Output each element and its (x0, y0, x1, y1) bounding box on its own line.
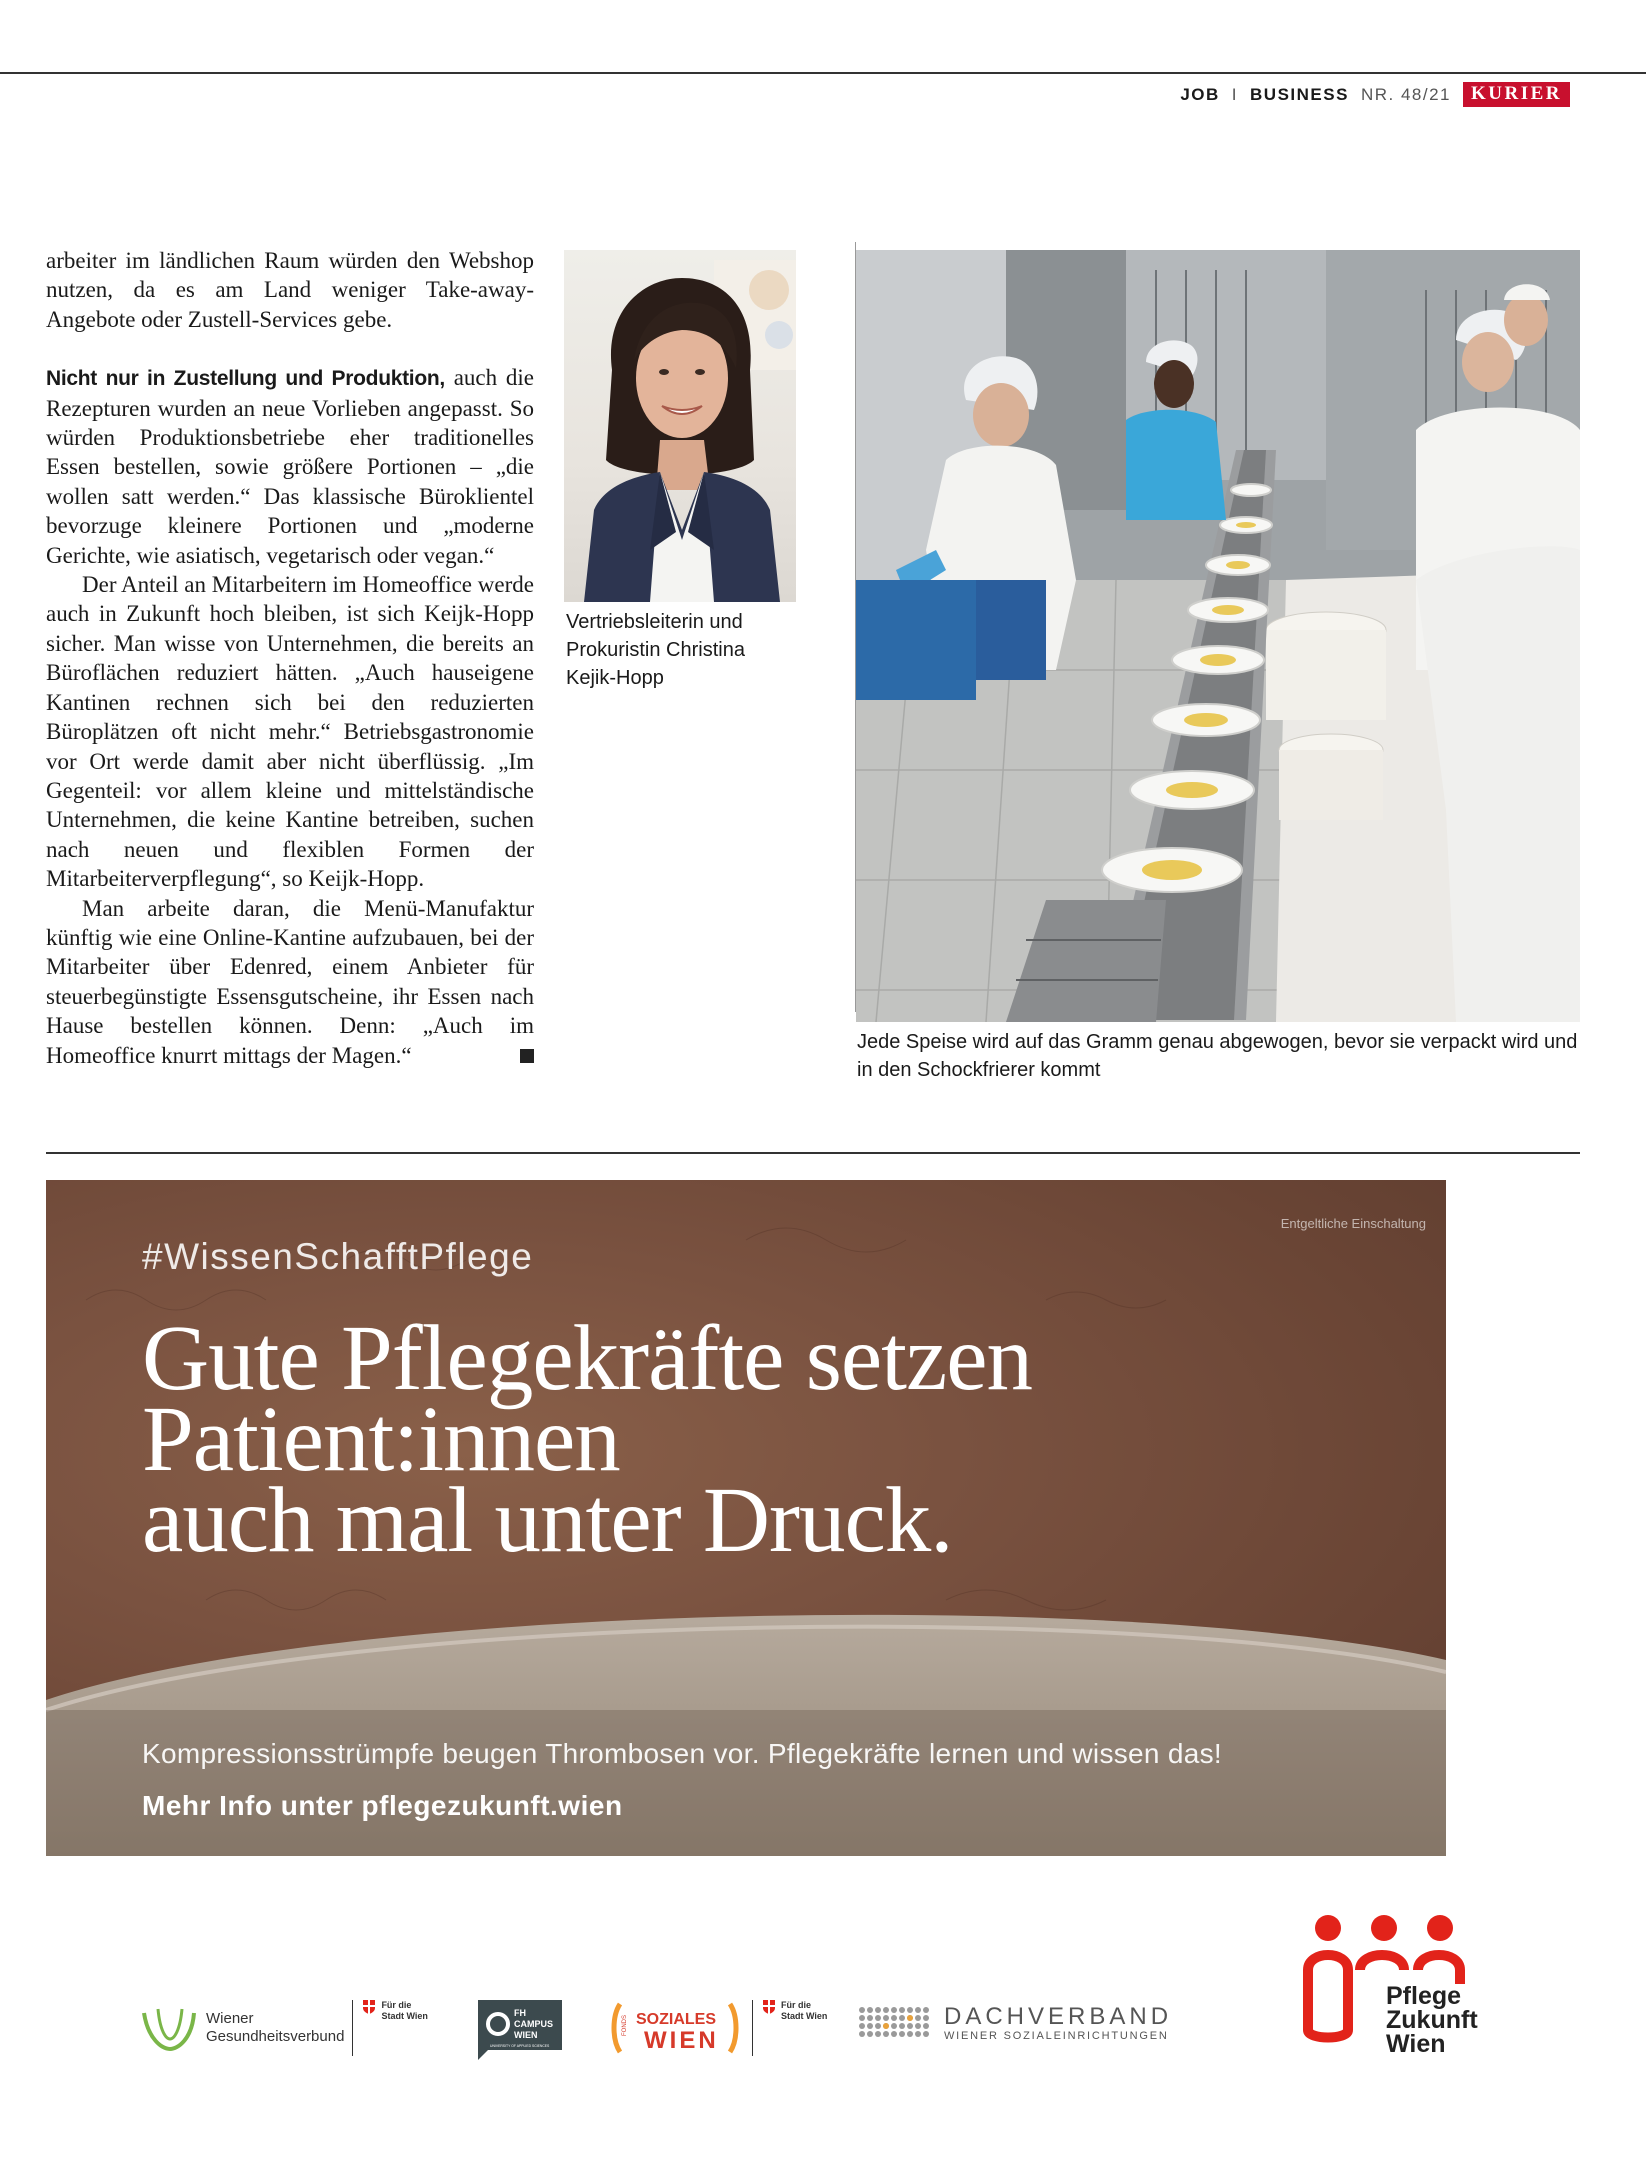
stadt2-line-1: Für die (781, 2000, 812, 2010)
dachverband-sub: WIENER SOZIALEINRICHTUNGEN (944, 2030, 1169, 2042)
stadt2-line-2: Stadt Wien (781, 2011, 828, 2021)
article-column (46, 246, 534, 1070)
stadt-wien-text-2 (781, 2000, 827, 2022)
stadt-wien-mark (352, 2000, 427, 2056)
fh-line-2: CAMPUS (514, 2019, 554, 2029)
page-header (1180, 82, 1570, 107)
fh-campus-wien-logo (478, 2000, 562, 2065)
pflege-zukunft-wien-logo (1300, 1910, 1490, 2075)
dachverband-dots-icon (858, 2004, 934, 2044)
wien-shield-icon (763, 2000, 775, 2014)
ad-headline-line-1: Gute Pflegekräfte setzen (142, 1307, 1033, 1410)
article-paragraph-1: arbeiter im ländlichen Raum würden den Webshop nutzen, da es am Land weniger Take-away-Angebote oder Zustell-Services gebe. (46, 248, 534, 332)
portrait-illustration (564, 250, 796, 602)
wgv-line-1: Wiener (206, 2010, 254, 2027)
pzw-line-2: Zukunft (1386, 2006, 1478, 2034)
pzw-text (1386, 1984, 1478, 2056)
kitchen-caption: Jede Speise wird auf das Gramm genau abgewogen, bevor sie verpackt wird und in den Schockfrierer kommt (857, 1031, 1578, 1081)
ad-headline-line-2: Patient:innen (142, 1388, 620, 1491)
fh-subtitle: UNIVERSITY OF APPLIED SCIENCES (490, 2044, 550, 2048)
wiener-gesundheitsverbund-logo (140, 2000, 428, 2056)
stadt-wien-mark-2 (752, 2000, 827, 2056)
article-paragraph-3: Der Anteil an Mitarbeitern im Homeoffice werde auch in Zukunft hoch bleiben, ist sich Keijk-Hopp sicher. Man wisse von Unternehmen, die bereits an Büroflächen reduziert hätten. „Auch hauseigene Kantinen rechnen sich bei den reduzierten Büroplätzen oft nicht mehr.“ Betriebsgastronomie vor Ort werde damit aber nicht überflüssig. „Im Gegenteil: vor allem kleine und mittelständische Unternehmen, die keine Kantine betreiben, suchen nach neuen und flexiblen Formen der Mitarbeiterverpflegung“, so Keijk-Hopp. (46, 572, 534, 892)
ad-link[interactable]: Mehr Info unter pflegezukunft.wien (142, 1790, 623, 1821)
portrait-photo (564, 250, 796, 602)
end-mark-icon (520, 1049, 534, 1063)
section-separator: I (1231, 84, 1239, 104)
kurier-logo: KURIER (1463, 82, 1570, 107)
pzw-line-3: Wien (1386, 2030, 1446, 2058)
top-rule (0, 72, 1646, 74)
section-business: BUSINESS (1250, 84, 1349, 104)
kitchen-illustration (856, 250, 1580, 1022)
pflege-advertisement[interactable] (46, 1180, 1446, 1856)
article-paragraph-4 (46, 894, 534, 1070)
ad-headline-line-3: auch mal unter Druck. (142, 1469, 953, 1572)
paragraph-2-text: auch die Rezepturen wurden an neue Vorlieben angepasst. So würden Produktionsbetriebe eher traditionelles Essen bestellen, sowie größere Portionen – „die wollen satt werden.“ Das klassische Büroklientel bevorzuge kleinere Portionen und „moderne Gerichte, wie asiatisch, vegetarisch oder vegan.“ (46, 365, 534, 568)
fsw-fonds: FONDS (622, 2015, 628, 2036)
stadt-line-1: Für die (381, 2000, 412, 2010)
kitchen-photo (856, 250, 1580, 1022)
fh-line-1: FH (514, 2008, 526, 2018)
portrait-caption: Vertriebsleiterin und Prokuristin Christina Kejik-Hopp (566, 611, 745, 689)
article-paragraph-2 (46, 363, 534, 570)
ad-hashtag: #WissenSchafftPflege (142, 1236, 534, 1277)
fh-line-3: WIEN (514, 2030, 538, 2040)
fonds-soziales-wien-logo (610, 2000, 827, 2056)
dachverband-text (944, 2005, 1172, 2043)
wien-shield-icon (363, 2000, 375, 2014)
paragraph-4-text: Man arbeite daran, die Menü-Manufaktur künftig wie eine Online-Kantine aufzubauen, bei der Mitarbeiter über Edenred, einem Anbieter für steuerbegünstigte Essensgutscheine, ihr Essen nach Hause bestellen können. Denn: „Auch im Homeoffice knurrt mittags der Magen.“ (46, 895, 534, 1068)
wgv-icon (140, 2003, 198, 2053)
paragraph-lead: Nicht nur in Zustellung und Produktion, (46, 367, 445, 391)
wgv-text (206, 2010, 344, 2046)
wgv-line-2: Gesundheitsverbund (206, 2028, 345, 2045)
section-job: JOB (1180, 84, 1220, 104)
fh-campus-icon (478, 2000, 562, 2060)
issue-number: NR. 48/21 (1360, 84, 1451, 104)
pzw-line-1: Pflege (1386, 1982, 1462, 2010)
dachverband-logo (858, 2004, 1172, 2044)
dachverband-name: DACHVERBAND (944, 2003, 1173, 2030)
stadt-line-2: Stadt Wien (381, 2011, 428, 2021)
ad-headline (142, 1307, 1402, 1572)
fsw-top: SOZIALES (636, 2011, 717, 2028)
section-rule (46, 1152, 1580, 1154)
fsw-bottom: WIEN (644, 2027, 719, 2054)
stadt-wien-text (381, 2000, 427, 2022)
fsw-icon (610, 2000, 740, 2056)
ad-disclaimer: Entgeltliche Einschaltung (1280, 1216, 1426, 1231)
ad-subline: Kompressionsstrümpfe beugen Thrombosen vor. Pflegekräfte lernen und wissen das! (142, 1738, 1222, 1769)
